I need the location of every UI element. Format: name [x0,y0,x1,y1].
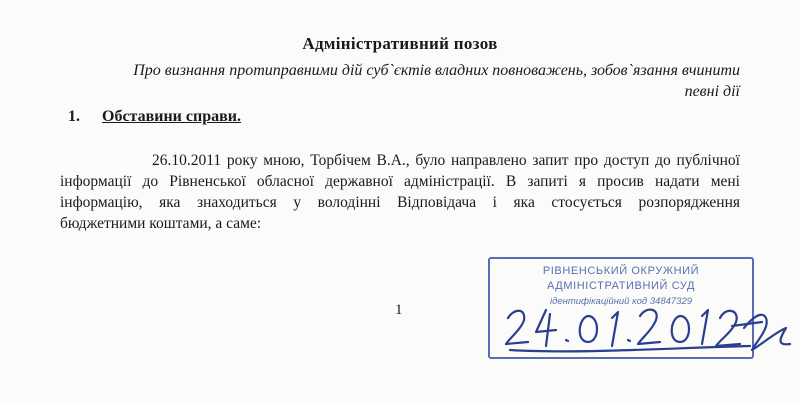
paragraph-line: інформацію, яка знаходиться у володінні Відповідача і яка стосується розпорядження [60,194,740,211]
paragraph-line: інформації до Рівненської обласної державної адміністрації. В запиті я просив надати мені [60,173,740,190]
subtitle-line-1: Про визнання протиправними дій суб`єктів владних повноважень, зобов`язання вчинити [133,62,740,79]
stamp-line-1: РІВНЕНСЬКИЙ ОКРУЖНИЙ [542,265,700,277]
stamp-line-3: ідентифікаційний код 34847329 [549,296,693,307]
paragraph-line: 26.10.2011 року мною, Торбічем В.А., було направлено запит про доступ до публічної [152,152,740,169]
section-number: 1. [68,108,80,125]
paragraph-line: бюджетними коштами, а саме: [60,215,262,232]
handwritten-date-signature [500,288,800,358]
stamp-line-2: АДМІНІСТРАТИВНИЙ СУД [546,280,696,292]
section-heading [68,108,241,126]
page-number: 1 [395,302,403,318]
subtitle-line-2: певні дії [684,83,740,100]
section-title: Обставини справи. [102,108,241,125]
document-subtitle [60,60,740,102]
body-paragraph [60,150,740,234]
document-title: Адміністративний позов [302,34,498,53]
